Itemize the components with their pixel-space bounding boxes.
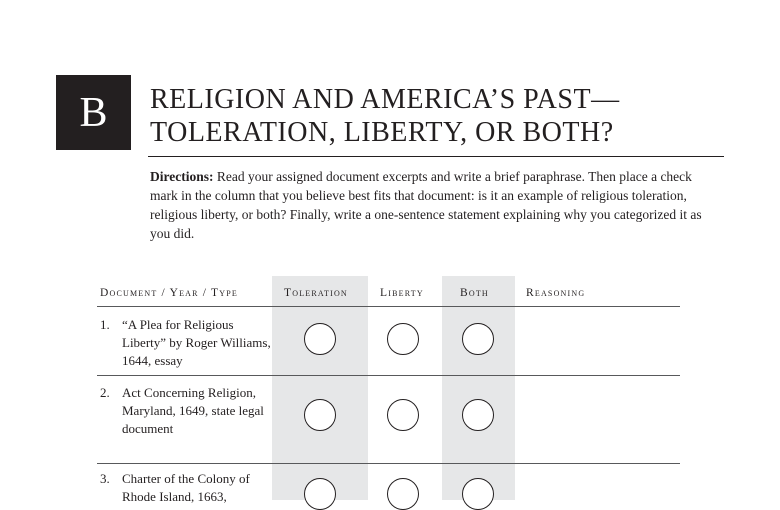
both-column-shade	[442, 276, 515, 500]
header-reasoning: Reasoning	[526, 287, 586, 299]
page-title	[150, 83, 620, 149]
header-document: Document / Year / Type	[100, 287, 238, 299]
row-divider-2	[97, 463, 680, 464]
directions-paragraph	[150, 167, 710, 243]
row-divider-1	[97, 375, 680, 376]
title-line-2: TOLERATION, LIBERTY, OR BOTH?	[150, 117, 614, 148]
both-checkbox[interactable]	[462, 399, 494, 431]
header-toleration: Toleration	[284, 287, 348, 299]
directions-label: Directions:	[150, 169, 214, 184]
row-number: 1.	[100, 317, 110, 332]
both-checkbox[interactable]	[462, 323, 494, 355]
toleration-checkbox[interactable]	[304, 478, 336, 510]
title-divider	[148, 156, 724, 157]
row-document: Act Concerning Religion, Maryland, 1649, state legal document	[122, 385, 264, 436]
row-number: 3.	[100, 471, 110, 486]
liberty-checkbox[interactable]	[387, 323, 419, 355]
liberty-checkbox[interactable]	[387, 478, 419, 510]
row-document: Charter of the Colony of Rhode Island, 1663,	[122, 471, 250, 504]
row-number: 2.	[100, 385, 110, 400]
liberty-checkbox[interactable]	[387, 399, 419, 431]
header-rule	[97, 306, 680, 307]
section-badge	[56, 75, 131, 150]
header-liberty: Liberty	[380, 287, 424, 299]
header-both: Both	[460, 287, 489, 299]
directions-text: Read your assigned document excerpts and write a brief paraphrase. Then place a check mark in the column that you believe best fits that document: is it an example of religious toleration, religious liberty, or both? Finally, write a one-sentence statement explaining why you categorized it as you did.	[150, 169, 702, 241]
toleration-checkbox[interactable]	[304, 323, 336, 355]
both-checkbox[interactable]	[462, 478, 494, 510]
title-line-1: RELIGION AND AMERICA’S PAST—	[150, 84, 620, 115]
section-letter: B	[79, 89, 108, 136]
row-document: “A Plea for Religious Liberty” by Roger Williams, 1644, essay	[122, 317, 271, 368]
toleration-checkbox[interactable]	[304, 399, 336, 431]
toleration-column-shade	[272, 276, 368, 500]
